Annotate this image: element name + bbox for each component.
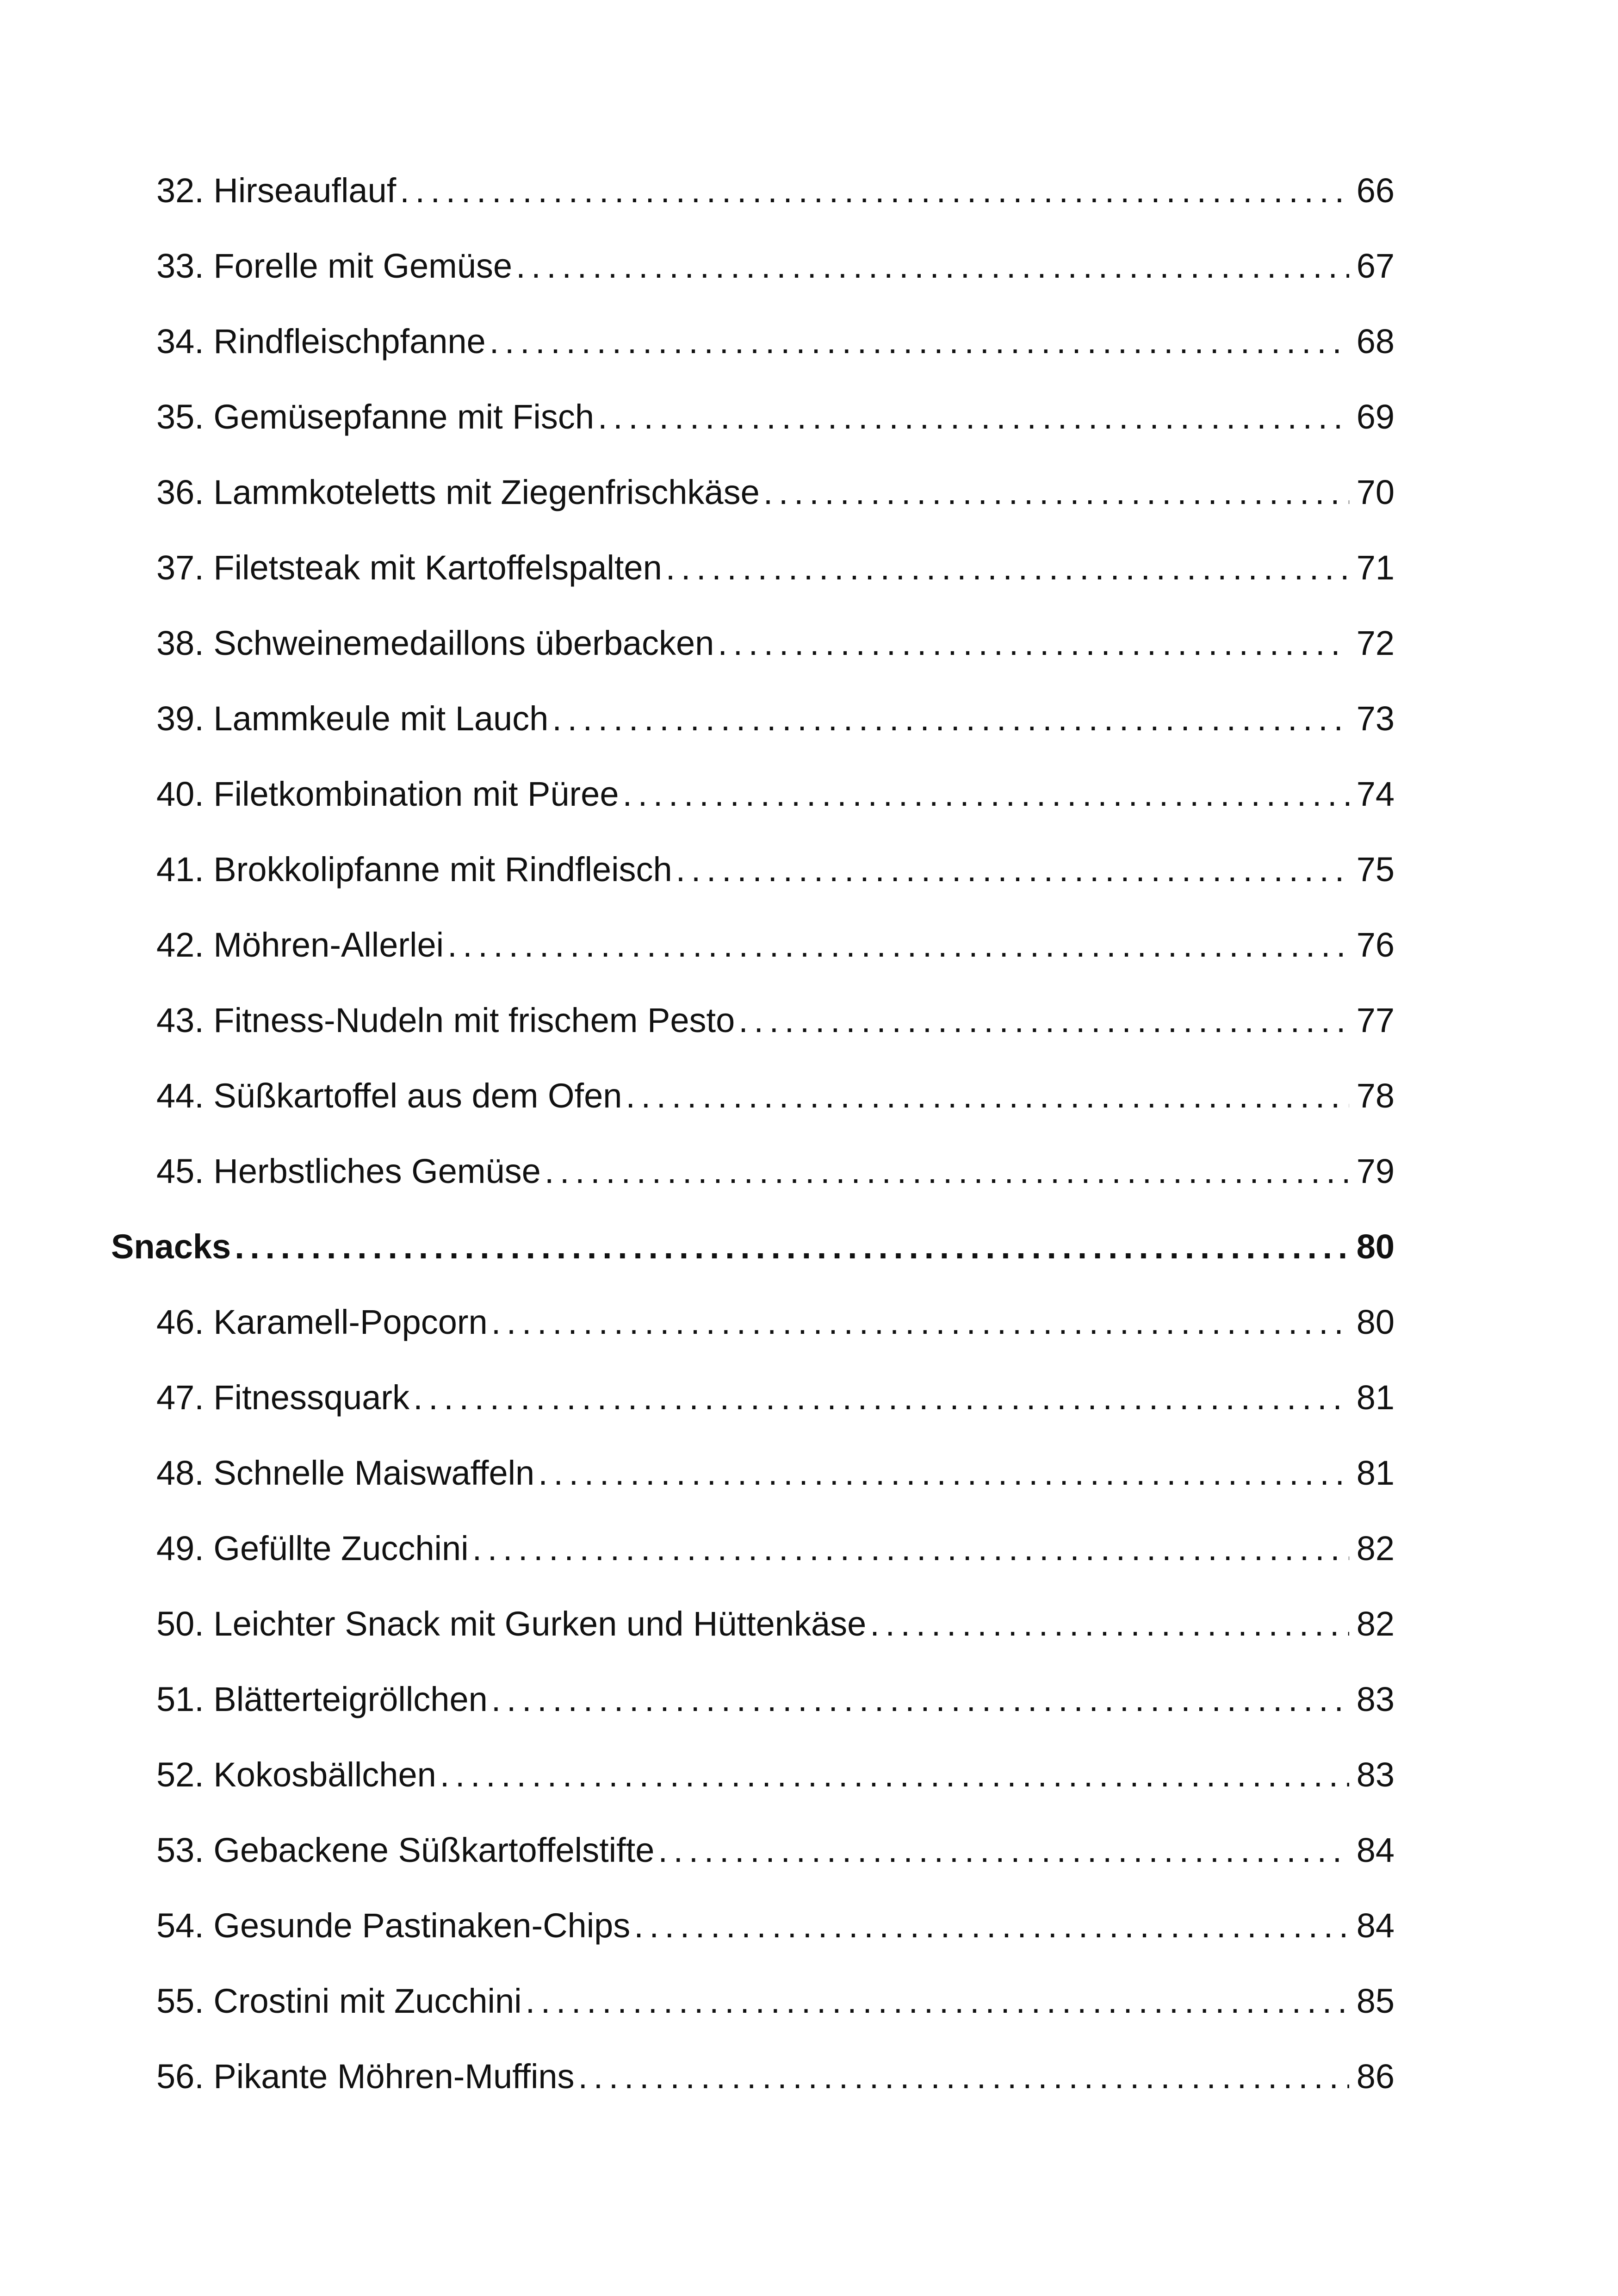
toc-entry[interactable] [156, 465, 1395, 520]
toc-dot-leader [870, 1596, 1349, 1652]
toc-dot-leader [738, 993, 1349, 1048]
toc-entry[interactable] [156, 2049, 1395, 2104]
toc-page-number: 70 [1356, 473, 1395, 511]
toc-entry-title: 55. Crostini mit Zucchini [156, 1982, 522, 2020]
toc-dot-leader [538, 1445, 1349, 1501]
toc-dot-leader [634, 1898, 1349, 1954]
toc-entry-title: 44. Süßkartoffel aus dem Ofen [156, 1076, 622, 1115]
toc-entry-title: 53. Gebackene Süßkartoffelstifte [156, 1831, 655, 1869]
toc-page-number: 80 [1356, 1303, 1395, 1341]
toc-section-title: Snacks [111, 1227, 231, 1266]
toc-dot-leader [658, 1823, 1349, 1878]
toc-dot-leader [578, 2049, 1349, 2104]
toc-entry[interactable] [156, 163, 1395, 218]
toc-entry-title: 37. Filetsteak mit Kartoffelspalten [156, 548, 662, 587]
toc-dot-leader [666, 540, 1349, 596]
toc-entry[interactable] [156, 1973, 1395, 2029]
toc-entry-title: 56. Pikante Möhren-Muffins [156, 2057, 575, 2096]
toc-dot-leader [516, 238, 1349, 294]
toc-entry-title: 49. Gefüllte Zucchini [156, 1529, 469, 1568]
toc-entry[interactable] [156, 314, 1395, 369]
toc-page-number: 75 [1356, 850, 1395, 889]
toc-section-heading[interactable] [111, 1219, 1395, 1275]
toc-dot-leader [622, 766, 1349, 822]
toc-dot-leader [447, 917, 1349, 973]
toc-entry-title: 46. Karamell-Popcorn [156, 1303, 488, 1341]
toc-entry-title: 52. Kokosbällchen [156, 1755, 436, 1794]
toc-dot-leader [718, 616, 1349, 671]
toc-entry[interactable] [156, 1596, 1395, 1652]
toc-dot-leader [235, 1219, 1349, 1275]
toc-page-number: 72 [1356, 624, 1395, 662]
toc-entry[interactable] [156, 1898, 1395, 1954]
toc-page-number: 69 [1356, 398, 1395, 436]
toc-entry-title: 42. Möhren-Allerlei [156, 926, 444, 964]
toc-page-number: 67 [1356, 247, 1395, 285]
toc-entry-title: 36. Lammkoteletts mit Ziegenfrischkäse [156, 473, 760, 511]
toc-dot-leader [413, 1370, 1349, 1425]
toc-page-number: 78 [1356, 1076, 1395, 1115]
toc-entry-title: 50. Leichter Snack mit Gurken und Hüttenkäse [156, 1605, 867, 1643]
toc-dot-leader [545, 1144, 1349, 1199]
toc-page-number: 82 [1356, 1529, 1395, 1568]
toc-entry[interactable] [156, 1068, 1395, 1124]
toc-page-number: 85 [1356, 1982, 1395, 2020]
toc-dot-leader [526, 1973, 1349, 2029]
toc-entry[interactable] [156, 1445, 1395, 1501]
toc-page-number: 83 [1356, 1755, 1395, 1794]
toc-entry-title: 32. Hirseauflauf [156, 171, 397, 210]
toc-entry[interactable] [156, 691, 1395, 747]
toc-entry[interactable] [156, 766, 1395, 822]
toc-entry-title: 54. Gesunde Pastinaken-Chips [156, 1906, 631, 1945]
toc-page-number: 86 [1356, 2057, 1395, 2096]
toc-entry-title: 47. Fitnessquark [156, 1378, 410, 1417]
toc-dot-leader [676, 842, 1349, 897]
toc-page-number: 82 [1356, 1605, 1395, 1643]
toc-page-number: 84 [1356, 1906, 1395, 1945]
toc-page-number: 80 [1356, 1227, 1395, 1266]
toc-entry-title: 40. Filetkombination mit Püree [156, 775, 619, 813]
toc-page-number: 73 [1356, 699, 1395, 738]
toc-page-number: 76 [1356, 926, 1395, 964]
toc-dot-leader [491, 1294, 1349, 1350]
toc-entry[interactable] [156, 1294, 1395, 1350]
toc-entry[interactable] [156, 917, 1395, 973]
toc-page-number: 81 [1356, 1378, 1395, 1417]
toc-page-number: 71 [1356, 548, 1395, 587]
toc-entry[interactable] [156, 842, 1395, 897]
toc-entry-title: 48. Schnelle Maiswaffeln [156, 1454, 535, 1492]
toc-entry-title: 41. Brokkolipfanne mit Rindfleisch [156, 850, 672, 889]
toc-entry[interactable] [156, 1370, 1395, 1425]
toc-dot-leader [400, 163, 1349, 218]
toc-entry[interactable] [156, 1672, 1395, 1727]
toc-entry-title: 51. Blätterteigröllchen [156, 1680, 488, 1718]
toc-entry[interactable] [156, 238, 1395, 294]
toc-entry[interactable] [156, 1144, 1395, 1199]
toc-entry[interactable] [156, 1521, 1395, 1576]
toc-page-number: 81 [1356, 1454, 1395, 1492]
toc-entry[interactable] [156, 993, 1395, 1048]
toc-entry[interactable] [156, 1823, 1395, 1878]
toc-page-number: 79 [1356, 1152, 1395, 1190]
toc-page-number: 74 [1356, 775, 1395, 813]
toc-entry-title: 33. Forelle mit Gemüse [156, 247, 513, 285]
toc-entry-title: 34. Rindfleischpfanne [156, 322, 486, 361]
toc-dot-leader [763, 465, 1349, 520]
toc-entry-title: 35. Gemüsepfanne mit Fisch [156, 398, 594, 436]
toc-dot-leader [472, 1521, 1349, 1576]
toc-page-number: 84 [1356, 1831, 1395, 1869]
toc-entry[interactable] [156, 540, 1395, 596]
toc-dot-leader [598, 389, 1349, 445]
toc-entry[interactable] [156, 616, 1395, 671]
toc-entry-title: 45. Herbstliches Gemüse [156, 1152, 541, 1190]
toc-dot-leader [440, 1747, 1349, 1803]
toc-page-number: 77 [1356, 1001, 1395, 1039]
toc-dot-leader [626, 1068, 1349, 1124]
toc-entry-title: 38. Schweinemedaillons überbacken [156, 624, 714, 662]
toc-entry[interactable] [156, 389, 1395, 445]
toc-entry-title: 39. Lammkeule mit Lauch [156, 699, 549, 738]
toc-dot-leader [491, 1672, 1349, 1727]
toc-dot-leader [490, 314, 1349, 369]
toc-page-number: 83 [1356, 1680, 1395, 1718]
toc-dot-leader [552, 691, 1349, 747]
toc-entry-title: 43. Fitness-Nudeln mit frischem Pesto [156, 1001, 735, 1039]
toc-page-number: 66 [1356, 171, 1395, 210]
toc-page-number: 68 [1356, 322, 1395, 361]
toc-entry[interactable] [156, 1747, 1395, 1803]
